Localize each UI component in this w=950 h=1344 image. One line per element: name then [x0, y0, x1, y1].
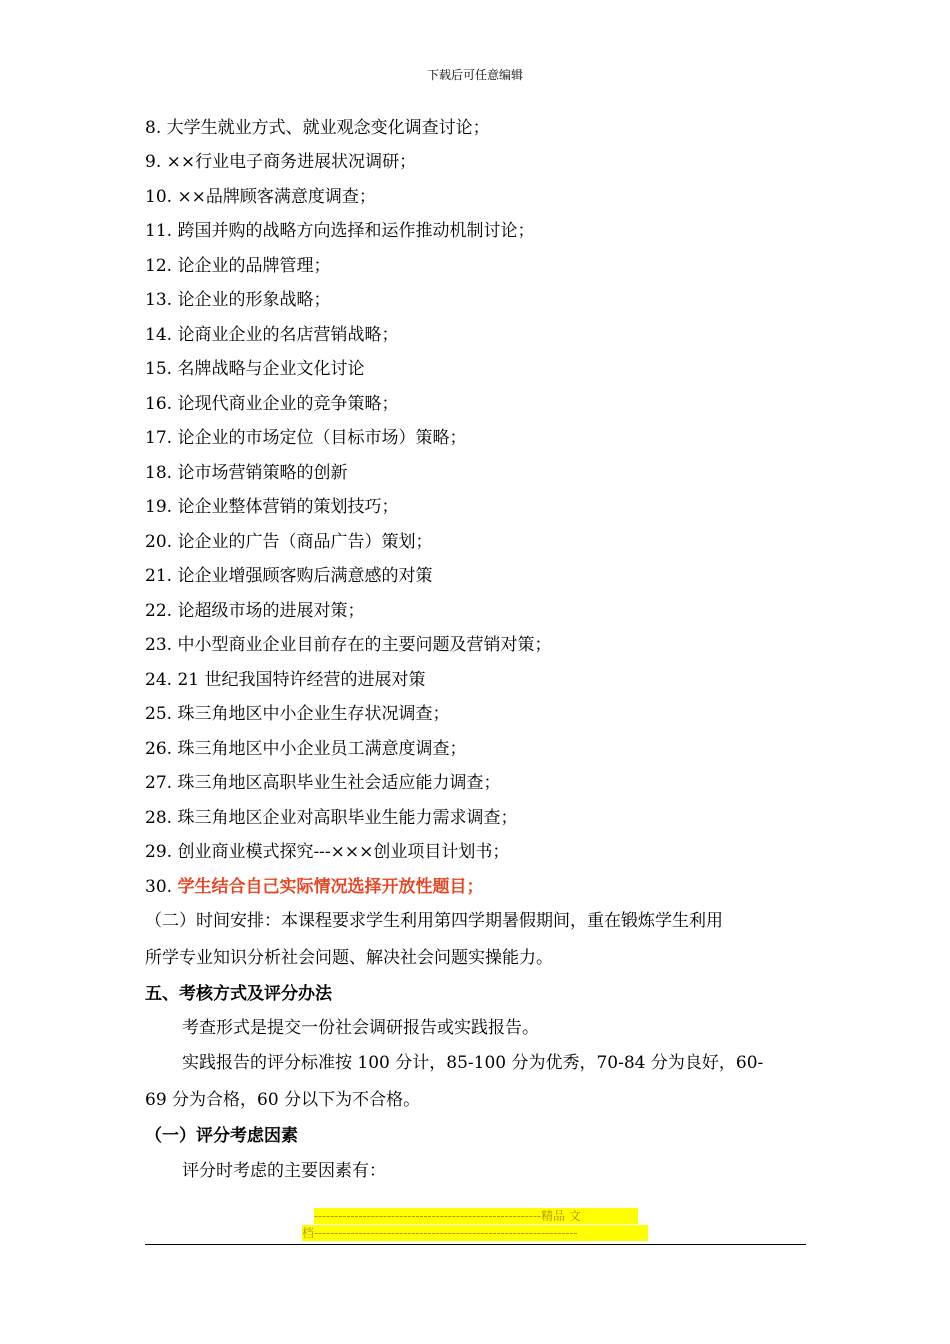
list-item: 28. 珠三角地区企业对高职毕业生能力需求调查； — [145, 808, 518, 828]
schedule-line-2: 所学专业知识分析社会问题、解决社会问题实操能力。 — [145, 948, 553, 968]
section-heading: 五、考核方式及评分办法 — [145, 984, 332, 1004]
list-item: 23. 中小型商业企业目前存在的主要问题及营销对策； — [145, 635, 552, 655]
footer-rule — [145, 1244, 806, 1245]
list-item: 20. 论企业的广告（商品广告）策划； — [145, 532, 433, 552]
sub-heading: （一）评分考虑因素 — [145, 1126, 298, 1146]
list-item: 8. 大学生就业方式、就业观念变化调查讨论； — [145, 118, 490, 138]
list-item: 17. 论企业的市场定位（目标市场）策略； — [145, 428, 467, 448]
footer-watermark-line-2: 档----------------------------------------------------------------- — [302, 1225, 648, 1241]
list-item: 29. 创业商业模式探究---×××创业项目计划书； — [145, 842, 510, 862]
list-item: 16. 论现代商业企业的竞争策略； — [145, 394, 399, 414]
list-item: 10. ××品牌顾客满意度调查； — [145, 187, 376, 207]
paragraph: 实践报告的评分标准按 100 分计，85-100 分为优秀，70-84 分为良好，60- — [182, 1053, 764, 1073]
list-item: 14. 论商业企业的名店营销战略； — [145, 325, 399, 345]
list-item-30 — [145, 876, 483, 898]
highlighted-item-text: 学生结合自己实际情况选择开放性题目； — [177, 877, 484, 897]
list-item-number: 30. — [145, 877, 178, 897]
footer-watermark-line-1: --------------------------------------------------------精品 文 — [314, 1208, 638, 1224]
list-item: 22. 论超级市场的进展对策； — [145, 601, 365, 621]
list-item: 26. 珠三角地区中小企业员工满意度调查； — [145, 739, 467, 759]
paragraph: 考查形式是提交一份社会调研报告或实践报告。 — [182, 1018, 539, 1038]
list-item: 12. 论企业的品牌管理； — [145, 256, 331, 276]
paragraph: 评分时考虑的主要因素有： — [182, 1161, 386, 1181]
list-item: 25. 珠三角地区中小企业生存状况调查； — [145, 704, 450, 724]
list-item: 9. ××行业电子商务进展状况调研； — [145, 152, 417, 172]
list-item: 13. 论企业的形象战略； — [145, 290, 331, 310]
page-header: 下载后可任意编辑 — [426, 68, 523, 82]
paragraph: 69 分为合格，60 分以下为不合格。 — [145, 1090, 421, 1110]
list-item: 15. 名牌战略与企业文化讨论 — [145, 359, 365, 379]
list-item: 19. 论企业整体营销的策划技巧； — [145, 497, 399, 517]
list-item: 11. 跨国并购的战略方向选择和运作推动机制讨论； — [145, 221, 535, 241]
schedule-line-1: （二）时间安排：本课程要求学生利用第四学期暑假期间，重在锻炼学生利用 — [145, 911, 723, 931]
list-item: 27. 珠三角地区高职毕业生社会适应能力调查； — [145, 773, 501, 793]
list-item: 24. 21 世纪我国特许经营的进展对策 — [145, 670, 426, 690]
list-item: 21. 论企业增强顾客购后满意感的对策 — [145, 566, 433, 586]
list-item: 18. 论市场营销策略的创新 — [145, 463, 348, 483]
